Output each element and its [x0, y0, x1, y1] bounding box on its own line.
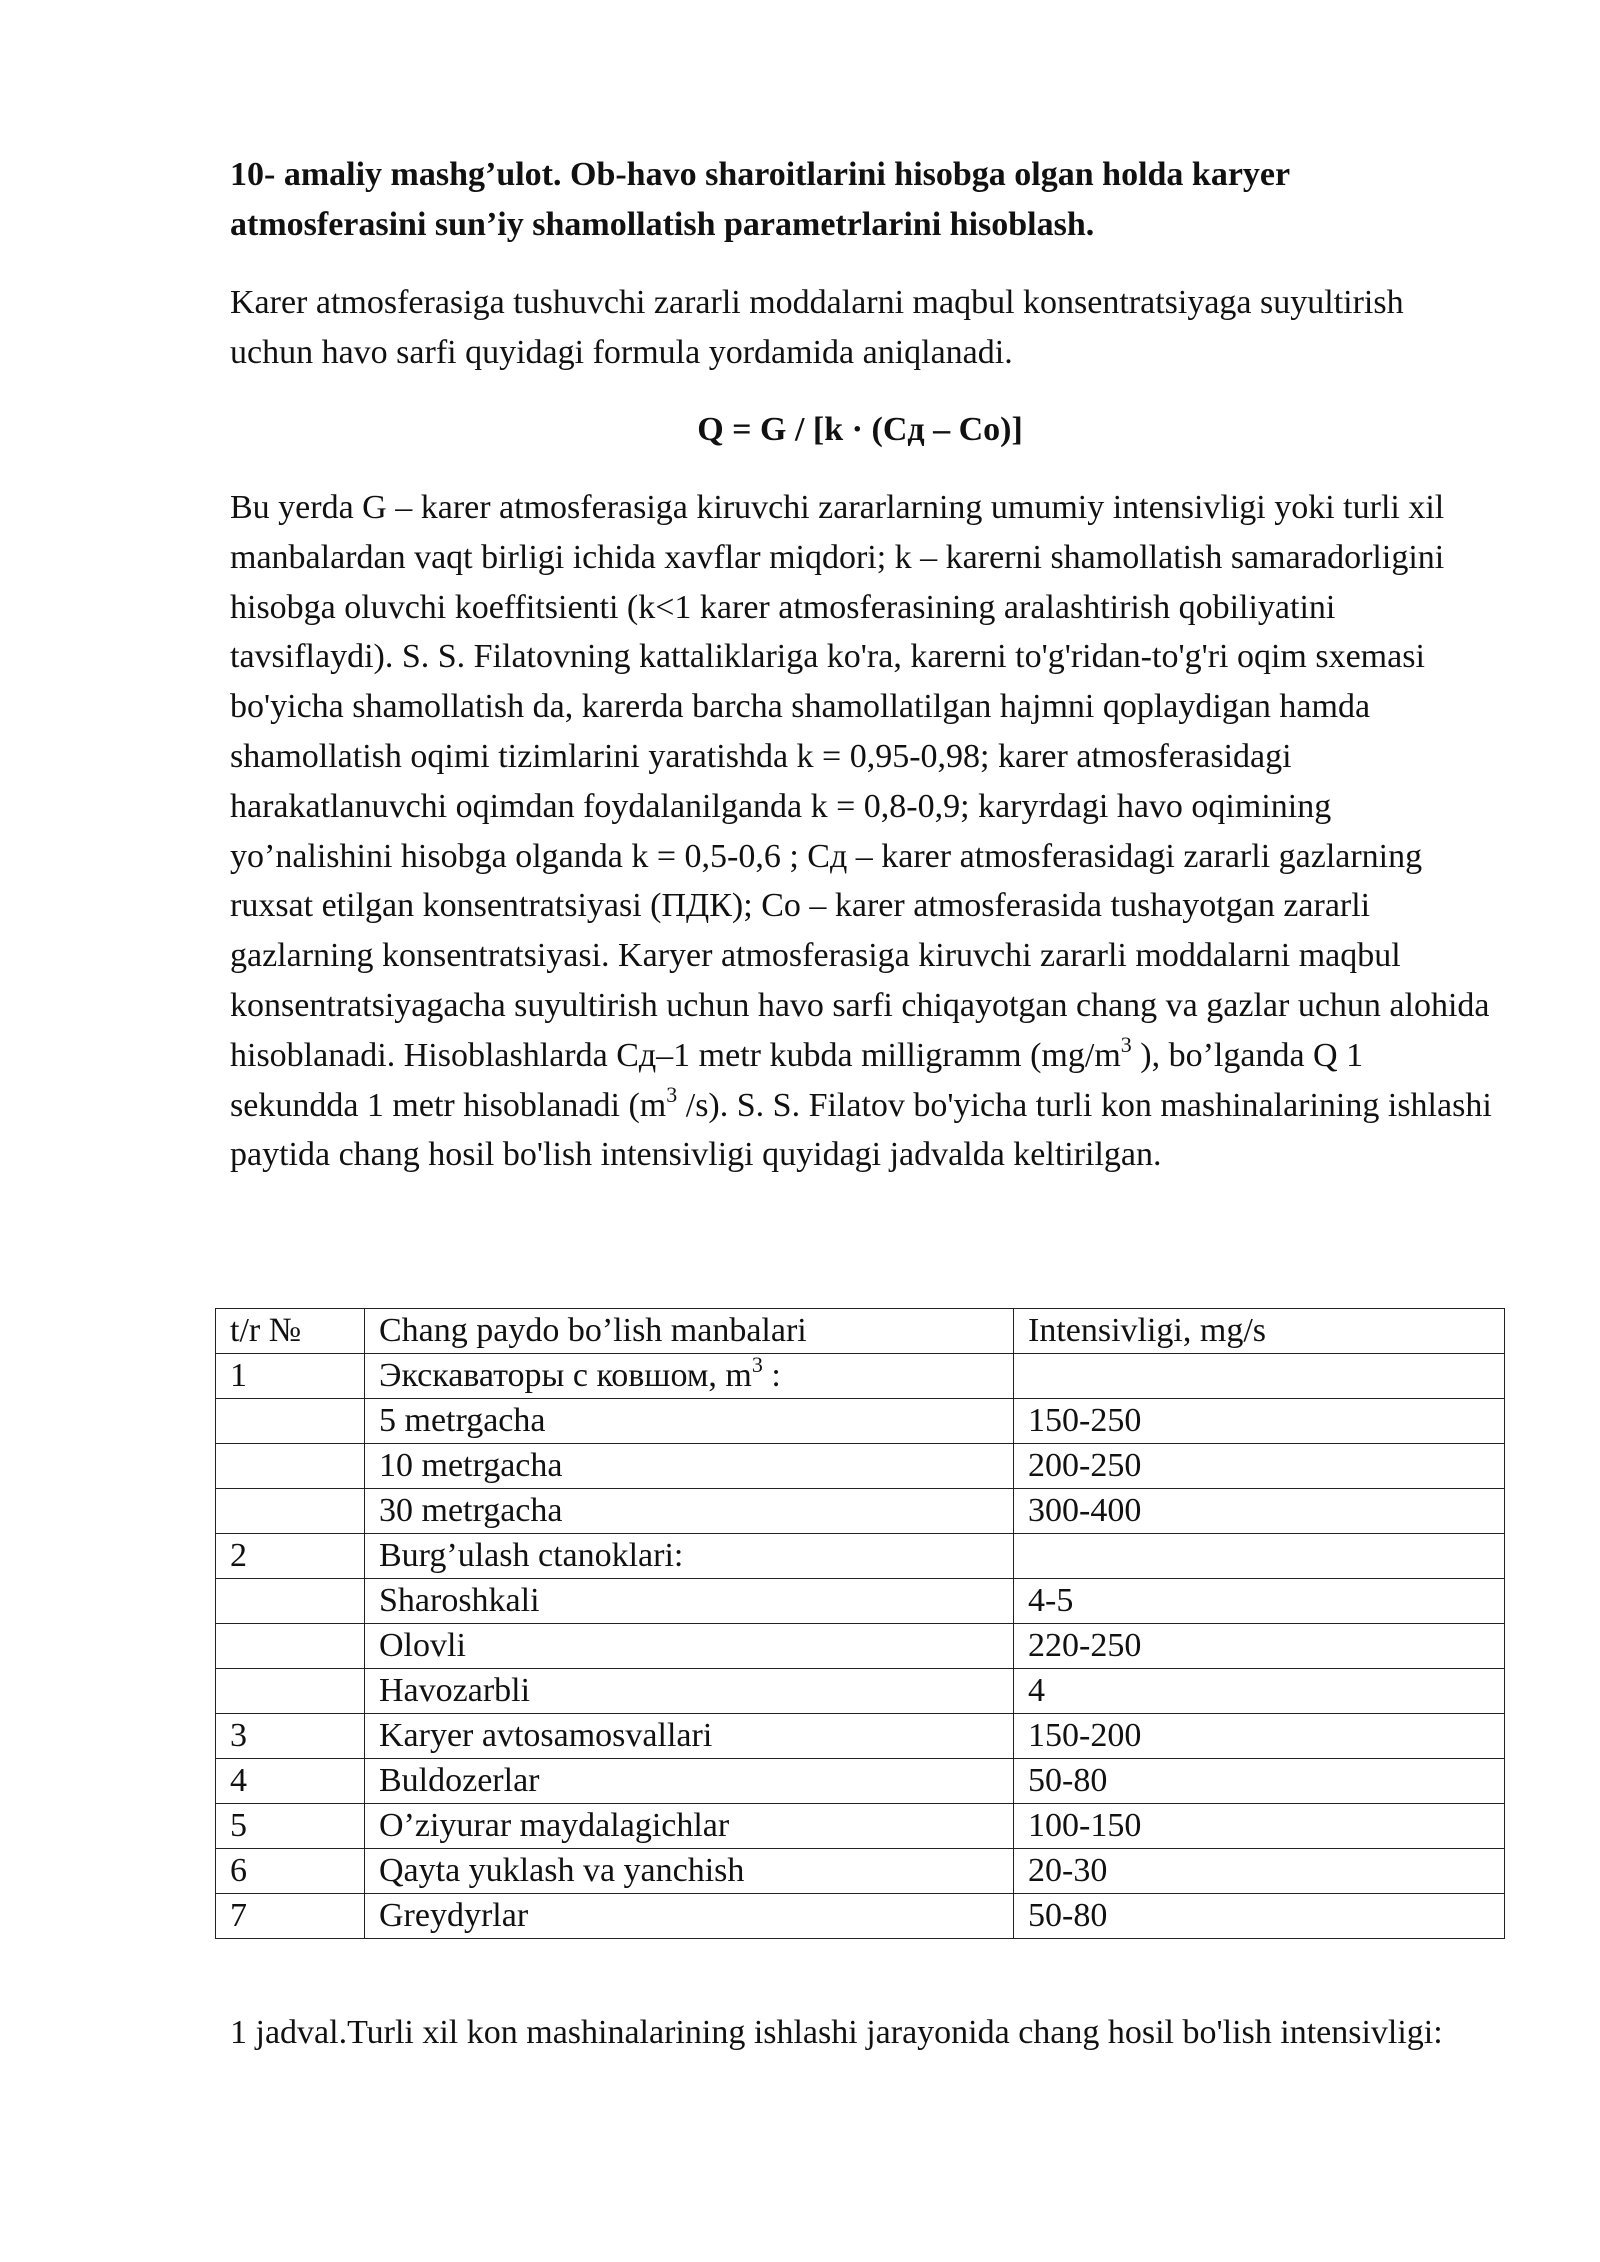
row-number-cell: 3	[216, 1714, 365, 1759]
intensity-cell: 50-80	[1014, 1894, 1505, 1939]
source-suffix: :	[762, 1357, 781, 1394]
intensity-cell: 4	[1014, 1669, 1505, 1714]
table-row	[216, 1849, 1505, 1894]
dust-intensity-table	[215, 1308, 1505, 1939]
intensity-cell: 100-150	[1014, 1804, 1505, 1849]
row-number-cell: 2	[216, 1534, 365, 1579]
intensity-cell	[1014, 1534, 1505, 1579]
source-cell: 10 metrgacha	[365, 1444, 1014, 1489]
source-cell: Qayta yuklash va yanchish	[365, 1849, 1014, 1894]
intensity-cell: 20-30	[1014, 1849, 1505, 1894]
source-cell: 30 metrgacha	[365, 1489, 1014, 1534]
body-text-part2: ), bo’lganda Q 1 sekundda 1 metr hisoblanadi (m	[230, 1036, 1364, 1124]
intensity-cell: 50-80	[1014, 1759, 1505, 1804]
table-header-row	[216, 1309, 1505, 1354]
intensity-cell: 150-250	[1014, 1399, 1505, 1444]
body-paragraph	[230, 483, 1500, 1180]
table-row	[216, 1489, 1505, 1534]
table-row	[216, 1714, 1505, 1759]
row-number-cell: 5	[216, 1804, 365, 1849]
table-row	[216, 1669, 1505, 1714]
source-cell: Buldozerlar	[365, 1759, 1014, 1804]
source-cell: Havozarbli	[365, 1669, 1014, 1714]
table-row	[216, 1534, 1505, 1579]
intensity-cell: 300-400	[1014, 1489, 1505, 1534]
table-row	[216, 1804, 1505, 1849]
superscript: 3	[1120, 1031, 1132, 1057]
table-row	[216, 1579, 1505, 1624]
source-cell: O’ziyurar maydalagichlar	[365, 1804, 1014, 1849]
row-number-cell: 4	[216, 1759, 365, 1804]
source-cell: 5 metrgacha	[365, 1399, 1014, 1444]
header-cell-source: Chang paydo bo’lish manbalari	[365, 1309, 1014, 1354]
body-text-part1: Bu yerda G – karer atmosferasiga kiruvchi zararlarning umumiy intensivligi yoki turli xil manbalardan vaqt birligi ichida xavflar miqdori; k – karerni shamollatish samaradorligini hisobga oluvchi koeffitsienti (k<1 karer atmosferasining aralashtirish qobiliyatini tavsiflaydi). S. S. Filatovning kattaliklariga ko'ra, karerni to'g'ridan-to'g'ri oqim sxemasi bo'yicha shamollatish da, karerda barcha shamollatilgan hajmni qoplaydigan hamda shamollatish oqimi tizimlarini yaratishda k = 0,95-0,98; karer atmosferasidagi harakatlanuvchi oqimdan foydalanilganda k = 0,8-0,9; karyrdagi havo oqimining yo’nalishini hisobga olganda k = 0,5-0,6 ; Сд – karer atmosferasidagi zararli gazlarning ruxsat etilgan konsentratsiyasi (ПДК); Сo – karer atmosferasida tushayotgan zararli gazlarning konsentratsiyasi. Karyer atmosferasiga kiruvchi zararli moddalarni maqbul konsentratsiyagacha suyultirish uchun havo sarfi chiqayotgan chang va gazlar uchun alohida hisoblanadi. Hisoblashlarda Сд–1 metr kubda milligramm (mg/m	[230, 489, 1490, 1074]
table-row	[216, 1894, 1505, 1939]
row-number-cell	[216, 1669, 365, 1714]
table-row	[216, 1624, 1505, 1669]
header-cell-number: t/r №	[216, 1309, 365, 1354]
row-number-cell: 1	[216, 1354, 365, 1399]
table-row	[216, 1354, 1505, 1399]
source-cell: Karyer avtosamosvallari	[365, 1714, 1014, 1759]
source-cell: Burg’ulash ctanoklari:	[365, 1534, 1014, 1579]
intensity-cell	[1014, 1354, 1505, 1399]
body-text-part3: /s). S. S. Filatov bo'yicha turli kon mashinalarining ishlashi paytida chang hosil bo'lish intensivligi quyidagi jadvalda keltirilgan.	[230, 1086, 1492, 1174]
row-number-cell	[216, 1399, 365, 1444]
row-number-cell	[216, 1489, 365, 1534]
source-cell: Olovli	[365, 1624, 1014, 1669]
source-cell	[365, 1354, 1014, 1399]
intensity-cell: 220-250	[1014, 1624, 1505, 1669]
intensity-cell: 200-250	[1014, 1444, 1505, 1489]
header-cell-intensity: Intensivligi, mg/s	[1014, 1309, 1505, 1354]
row-number-cell	[216, 1444, 365, 1489]
table-row	[216, 1399, 1505, 1444]
intensity-cell: 4-5	[1014, 1579, 1505, 1624]
table-row	[216, 1444, 1505, 1489]
row-number-cell: 6	[216, 1849, 365, 1894]
row-number-cell	[216, 1579, 365, 1624]
intro-paragraph: Karer atmosferasiga tushuvchi zararli moddalarni maqbul konsentratsiyaga suyultirish uchun havo sarfi quyidagi formula yordamida aniqlanadi.	[230, 284, 1404, 371]
source-cell: Greydyrlar	[365, 1894, 1014, 1939]
superscript: 3	[751, 1352, 763, 1377]
intensity-cell: 150-200	[1014, 1714, 1505, 1759]
row-number-cell	[216, 1624, 365, 1669]
formula: Q = G / [k · (Сд – Сo)]	[697, 411, 1023, 448]
source-text: Экскаваторы с ковшом, m	[379, 1357, 752, 1394]
table-row	[216, 1759, 1505, 1804]
source-cell: Sharoshkali	[365, 1579, 1014, 1624]
superscript: 3	[666, 1081, 678, 1107]
table-caption: 1 jadval.Turli xil kon mashinalarining ishlashi jarayonida chang hosil bo'lish intensivligi:	[230, 2014, 1443, 2051]
row-number-cell: 7	[216, 1894, 365, 1939]
page-title: 10- amaliy mashg’ulot. Ob-havo sharoitlarini hisobga olgan holda karyer atmosferasini sun’iy shamollatish parametrlarini hisoblash.	[230, 156, 1290, 243]
